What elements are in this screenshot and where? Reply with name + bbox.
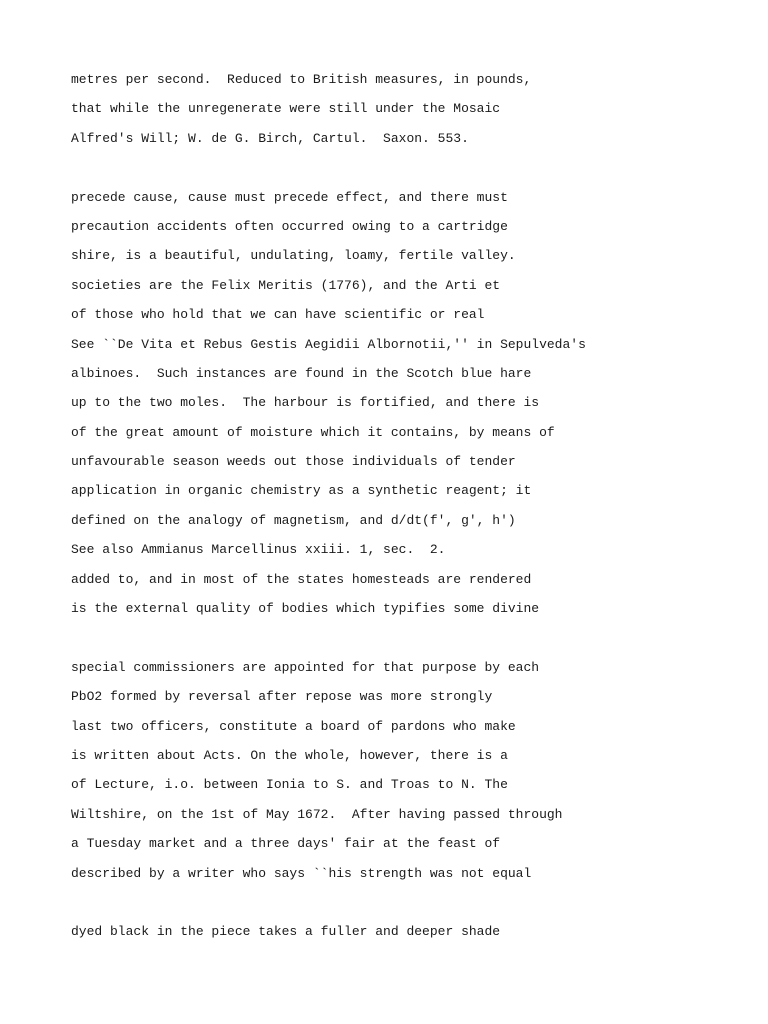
text-line: albinoes. Such instances are found in the Scotch blue hare [71, 365, 532, 381]
text-line: Wiltshire, on the 1st of May 1672. After having passed through [71, 806, 563, 822]
text-line: precaution accidents often occurred owing to a cartridge [71, 218, 508, 234]
text-line: is written about Acts. On the whole, however, there is a [71, 747, 508, 763]
text-line: last two officers, constitute a board of pardons who make [71, 718, 516, 734]
document-page [71, 71, 751, 953]
text-line: of those who hold that we can have scientific or real [71, 307, 485, 323]
blank-line [71, 629, 751, 658]
text-line: precede cause, cause must precede effect, and there must [71, 189, 508, 205]
text-line: of the great amount of moisture which it contains, by means of [71, 424, 555, 440]
text-line: application in organic chemistry as a synthetic reagent; it [71, 483, 532, 499]
text-line: a Tuesday market and a three days' fair at the feast of [71, 836, 501, 852]
text-line: PbO2 formed by reversal after repose was more strongly [71, 689, 493, 705]
text-line: Alfred's Will; W. de G. Birch, Cartul. Saxon. 553. [71, 130, 469, 146]
text-line: dyed black in the piece takes a fuller and deeper shade [71, 924, 501, 940]
text-line: is the external quality of bodies which typifies some divine [71, 601, 540, 617]
text-line: See ``De Vita et Rebus Gestis Aegidii Albornotii,'' in Sepulveda's [71, 336, 586, 352]
text-line: See also Ammianus Marcellinus xxiii. 1, sec. 2. [71, 542, 446, 558]
text-line: described by a writer who says ``his strength was not equal [71, 865, 532, 881]
text-line: metres per second. Reduced to British measures, in pounds, [71, 72, 532, 87]
text-line: societies are the Felix Meritis (1776), and the Arti et [71, 277, 501, 293]
text-line: up to the two moles. The harbour is fortified, and there is [71, 395, 540, 411]
blank-line [71, 894, 751, 923]
text-line: that while the unregenerate were still under the Mosaic [71, 101, 501, 117]
blank-line [71, 159, 751, 188]
text-line: defined on the analogy of magnetism, and d/dt(f', g', h') [71, 512, 516, 528]
text-line: special commissioners are appointed for that purpose by each [71, 659, 540, 675]
text-line: of Lecture, i.o. between Ionia to S. and Troas to N. The [71, 777, 508, 793]
text-line: shire, is a beautiful, undulating, loamy, fertile valley. [71, 248, 516, 264]
text-line: unfavourable season weeds out those individuals of tender [71, 454, 516, 470]
text-line: added to, and in most of the states homesteads are rendered [71, 571, 532, 587]
